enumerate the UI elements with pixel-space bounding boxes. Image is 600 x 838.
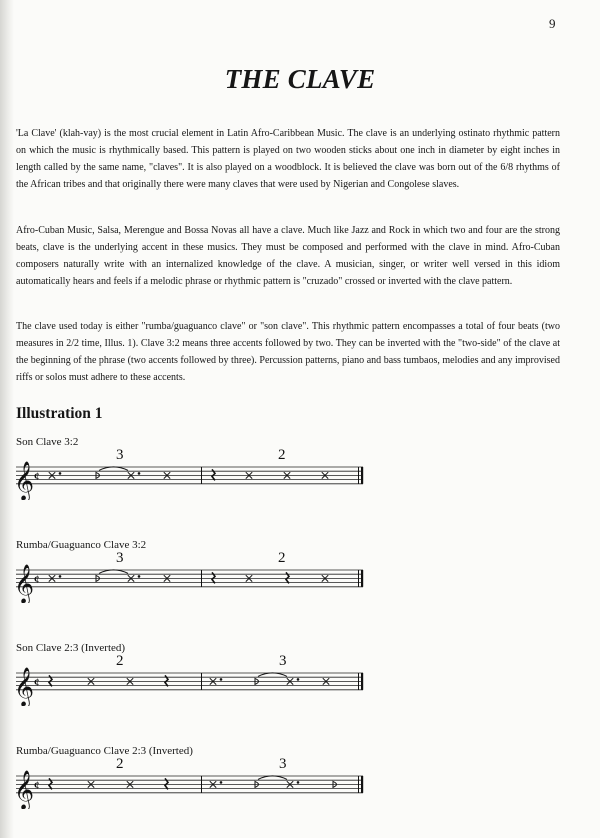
tie (99, 570, 128, 574)
group-mark-two: 2 (116, 654, 124, 669)
cut-time-signature: ¢ (34, 676, 40, 689)
group-mark-three: 3 (279, 757, 287, 772)
barline (358, 570, 359, 587)
binding-shadow (0, 0, 14, 838)
barline (361, 467, 363, 484)
paragraph-clave-types: The clave used today is either "rumba/guaguanco clave" or "son clave". This rhythmic pattern encompasses a total of four beats (two measures in 2/2 time, Illus. 1). Clave 3:2 means three accents followed by two. They can be inverted with the "two-side" of the clave at the beginning of the phrase (two accents followed by three). Percussion patterns, piano and bass tumbaos, melodies and any improvised riffs or solos must adhere to these accents. (16, 321, 560, 383)
rhythm-dot (297, 781, 300, 784)
rhythm-dot (220, 781, 223, 784)
example-label-rumba-3-2: Rumba/Guaguanco Clave 3:2 (16, 539, 147, 551)
tie (258, 673, 287, 677)
barline (201, 467, 202, 484)
barline (201, 673, 202, 690)
rhythm-dot (138, 575, 141, 578)
treble-clef: 𝄞 (14, 565, 35, 603)
group-mark-two: 2 (278, 551, 286, 566)
rhythm-dot (220, 678, 223, 681)
example-label-son-3-2: Son Clave 3:2 (16, 436, 79, 448)
barline (361, 570, 363, 587)
group-mark-three: 3 (116, 448, 124, 463)
barline (358, 467, 359, 484)
barline (358, 776, 359, 793)
rhythm-dot (59, 472, 62, 475)
treble-clef: 𝄞 (14, 462, 35, 500)
rhythm-dot (297, 678, 300, 681)
barline (358, 673, 359, 690)
staff-rumba-clave-3-2 (0, 551, 600, 603)
group-mark-two: 2 (116, 757, 124, 772)
barline (201, 570, 202, 587)
example-label-son-2-3: Son Clave 2:3 (Inverted) (16, 642, 126, 654)
group-mark-three: 3 (116, 551, 124, 566)
group-mark-two: 2 (278, 448, 286, 463)
rhythm-dot (59, 575, 62, 578)
treble-clef: 𝄞 (14, 771, 35, 809)
barline (361, 776, 363, 793)
cut-time-signature: ¢ (34, 470, 40, 483)
barline (201, 776, 202, 793)
tie (99, 467, 128, 471)
paragraph-clave-intro: 'La Clave' (klah-vay) is the most crucial element in Latin Afro-Caribbean Music. The clave is an underlying ostinato rhythmic pattern on which the music is rhythmically based. This pattern is played on two wooden sticks about one inch in diameter by eight inches in length called by the same name, "claves". It is also played on a woodblock. It is believed the clave was born out of the 6/8 rhythms of the African tribes and that originally there were many claves that were used by Nigerian and Congolese slaves. (16, 128, 560, 190)
cut-time-signature: ¢ (34, 779, 40, 792)
illustration-heading: Illustration 1 (16, 405, 103, 422)
paragraph-clave-styles: Afro-Cuban Music, Salsa, Merengue and Bossa Novas all have a clave. Much like Jazz and Rock in which two and four are the strong beats, clave is the underlying accent in these musics. They must be composed and performed with the clave in mind. Afro-Cuban composers naturally write with an internalized knowledge of the clave. A musician, singer, or writer well versed in this idiom automatically hears and feels if a melodic phrase or rhythmic pattern is "cruzado" crossed or inverted with the clave pattern. (16, 225, 560, 287)
tie (258, 776, 287, 780)
barline (361, 673, 363, 690)
page-number: 9 (549, 16, 556, 31)
group-mark-three: 3 (279, 654, 287, 669)
staff-rumba-clave-2-3 (0, 757, 600, 809)
rhythm-dot (138, 472, 141, 475)
staff-son-clave-2-3 (0, 654, 600, 706)
cut-time-signature: ¢ (34, 573, 40, 586)
treble-clef: 𝄞 (14, 668, 35, 706)
page-title: THE CLAVE (224, 64, 376, 94)
example-label-rumba-2-3: Rumba/Guaguanco Clave 2:3 (Inverted) (16, 745, 193, 757)
staff-son-clave-3-2 (0, 448, 600, 500)
